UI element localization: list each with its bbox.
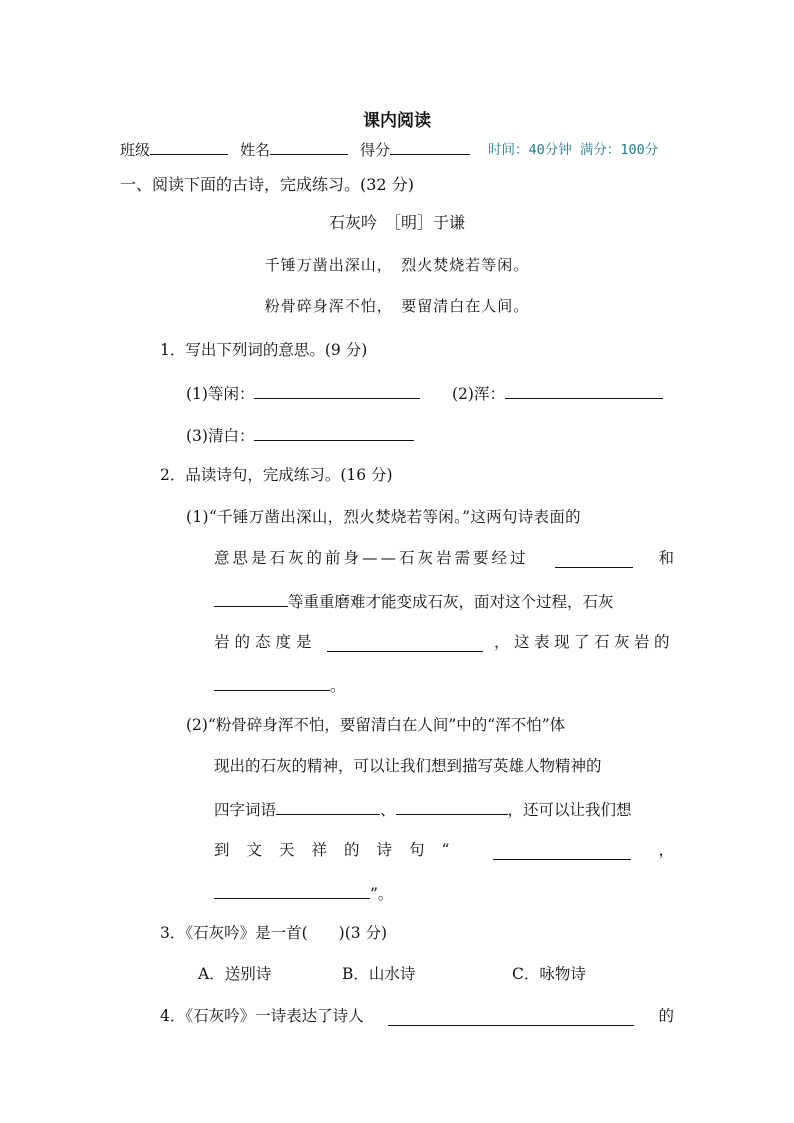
question-4-stem (160, 1004, 674, 1026)
q1-item-1-label: (1)等闲： (186, 385, 255, 403)
name-label: 姓名 (240, 141, 271, 159)
q2-blank-2[interactable] (214, 588, 288, 607)
q2-part2-line3 (214, 796, 674, 820)
q2-blank-6[interactable] (396, 796, 508, 815)
q1-item-1 (186, 380, 420, 404)
question-3-stem: 3．《石灰吟》是一首( )(3 分) (160, 924, 388, 942)
q3-option-b[interactable]: B．山水诗 (342, 965, 416, 983)
class-field[interactable] (120, 138, 228, 160)
q2-part1-line5-end: 。 (330, 677, 346, 695)
q2-part2-line4 (214, 838, 674, 860)
name-field[interactable] (240, 138, 348, 160)
q2-part1-line4-text: 岩的态度是 (214, 633, 317, 651)
q2-blank-7[interactable] (493, 841, 631, 860)
q1-item-3 (186, 422, 414, 446)
q2-blank-1[interactable] (555, 549, 633, 568)
q2-part2-line1: (2)“粉骨碎身浑不怕，要留清白在人间”中的“浑不怕”体 (186, 716, 566, 734)
question-4-text: 4．《石灰吟》一诗表达了诗人 (160, 1007, 364, 1025)
score-field[interactable] (360, 138, 470, 160)
name-blank[interactable] (270, 138, 348, 155)
time-info: 时间：40分钟 满分：100分 (488, 142, 659, 158)
q2-part1-line1: (1)“千锤万凿出深山，烈火焚烧若等闲。”这两句诗表面的 (186, 508, 581, 526)
q1-item-2-label: (2)浑： (452, 385, 505, 403)
q2-part1-line5 (214, 672, 346, 696)
q2-part1-line4-end: ，这表现了石灰岩的 (493, 633, 674, 651)
q2-part2-line3-sep: 、 (380, 801, 396, 819)
section-heading: 一、阅读下面的古诗，完成练习。(32 分) (120, 175, 414, 194)
q2-part2-line4-text: 到文天祥的诗句“ (214, 841, 467, 859)
q1-item-1-blank[interactable] (254, 380, 420, 399)
q2-part1-line2-text: 意思是石灰的前身——石灰岩需要经过 (214, 549, 529, 567)
q2-part2-line3-end: ，还可以让我们想 (507, 801, 632, 819)
class-label: 班级 (120, 141, 151, 159)
poem-title: 石灰吟 ［明］于谦 (328, 213, 465, 232)
q2-blank-8[interactable] (214, 880, 370, 899)
q3-option-c[interactable]: C．咏物诗 (512, 965, 586, 983)
q2-part1-line3-text: 等重重磨难才能变成石灰，面对这个过程，石灰 (288, 593, 614, 611)
q2-part1-line2 (214, 546, 674, 568)
score-label: 得分 (360, 141, 391, 159)
q2-part2-line4-end: ， (658, 841, 674, 859)
q1-item-2-blank[interactable] (505, 380, 663, 399)
page-title: 课内阅读 (363, 111, 431, 131)
poem-line-1: 千锤万凿出深山， 烈火焚烧若等闲。 (264, 256, 530, 274)
q2-part1-line2-end: 和 (658, 549, 674, 567)
q1-item-2 (452, 380, 663, 404)
score-blank[interactable] (390, 138, 470, 155)
q2-blank-5[interactable] (276, 796, 380, 815)
q2-part1-line4 (214, 630, 674, 652)
q2-blank-4[interactable] (214, 672, 330, 691)
q1-item-3-blank[interactable] (254, 422, 414, 441)
question-4-end: 的 (658, 1007, 674, 1025)
q2-blank-3[interactable] (327, 633, 483, 652)
poem-line-2: 粉骨碎身浑不怕， 要留清白在人间。 (264, 297, 530, 315)
q2-part2-line3-text: 四字词语 (214, 801, 277, 819)
question-1-stem: 1．写出下列词的意思。(9 分) (160, 341, 368, 359)
class-blank[interactable] (150, 138, 228, 155)
q2-part2-line5-end: ”。 (370, 885, 394, 903)
q2-part2-line2: 现出的石灰的精神，可以让我们想到描写英雄人物精神的 (214, 757, 602, 775)
q1-item-3-label: (3)清白： (186, 427, 255, 445)
q2-part1-line3 (214, 588, 674, 612)
q3-option-a[interactable]: A．送别诗 (198, 965, 272, 983)
question-2-stem: 2．品读诗句，完成练习。(16 分) (160, 466, 393, 484)
q4-blank[interactable] (388, 1007, 634, 1026)
q2-part2-line5 (214, 880, 393, 904)
